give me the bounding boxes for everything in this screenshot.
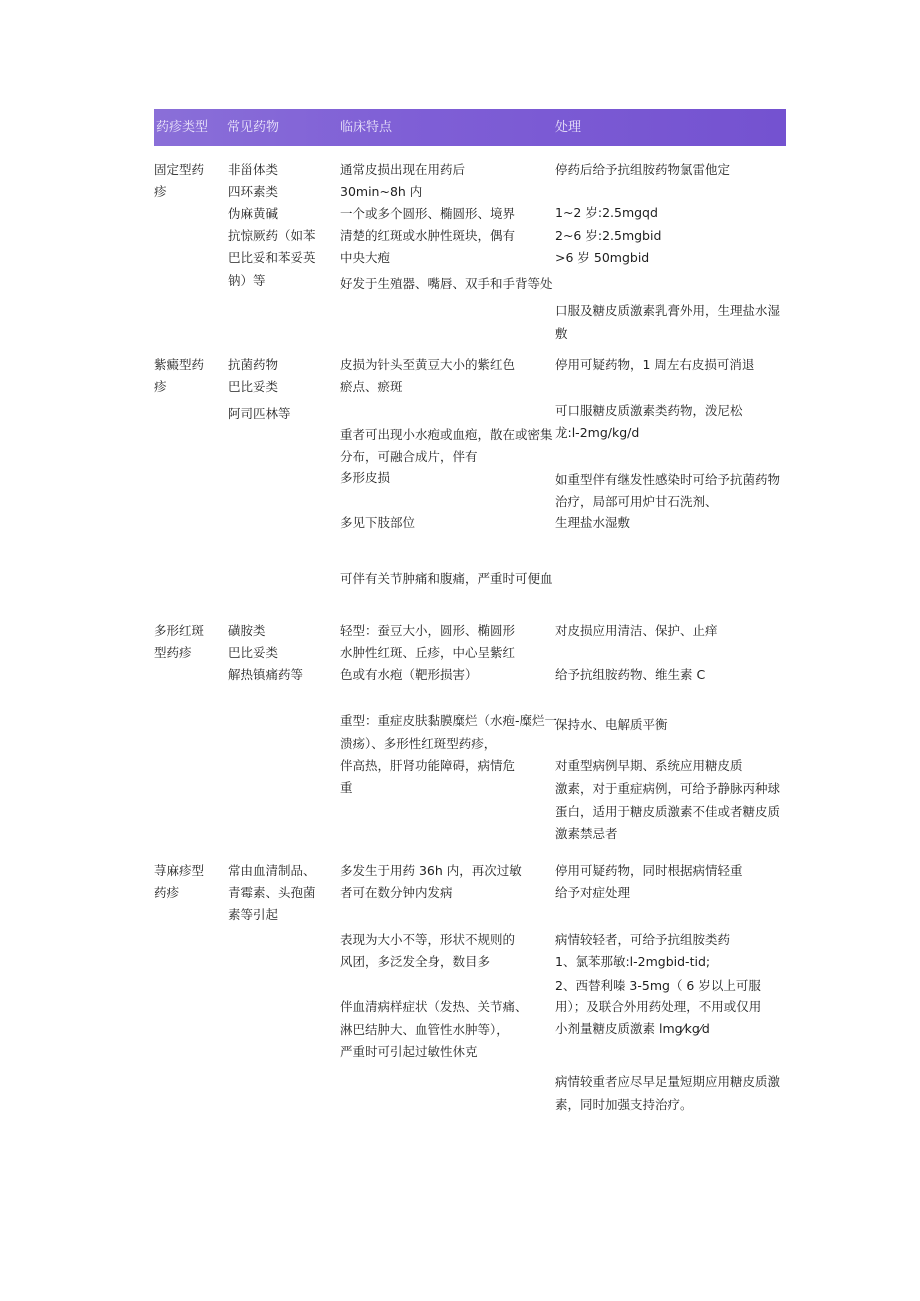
drug-text: 四环素类: [228, 184, 279, 199]
clinical-text: 轻型：蚕豆大小，圆形、椭圆形: [340, 623, 516, 638]
clinical-text: 溃疡）、多形性红斑型药疹，: [340, 736, 497, 751]
type-text: 多形红斑: [154, 623, 205, 638]
treatment-text: 保持水、电解质平衡: [555, 717, 668, 732]
treatment-text: 停用可疑药物，同时根据病情轻重: [555, 863, 743, 878]
treatment-text: 病情较轻者，可给予抗组胺类药: [555, 932, 731, 947]
clinical-text: 多见下肢部位: [340, 515, 416, 530]
treatment-text: 对重型病例早期、系统应用糖皮质: [555, 758, 743, 773]
clinical-text: 重者可出现小水疱或血疱，散在或密集: [340, 427, 553, 442]
drug-text: 巴比妥类: [228, 379, 279, 394]
type-text: 紫癜型药: [154, 357, 205, 372]
clinical-text: 表现为大小不等，形状不规则的: [340, 932, 516, 947]
type-text: 药疹: [154, 885, 180, 900]
clinical-text: 好发于生殖器、嘴唇、双手和手背等处: [340, 276, 553, 291]
clinical-text: 重型：重症皮肤黏膜糜烂（水疱-糜烂一: [340, 713, 558, 728]
clinical-text: 伴高热，肝肾功能障碍，病情危: [340, 758, 516, 773]
clinical-text: 一个或多个圆形、椭圆形、境界: [340, 206, 516, 221]
treatment-text: 激素禁忌者: [555, 826, 618, 841]
drug-text: 青霉素、头孢菌: [228, 885, 316, 900]
clinical-text: 可伴有关节肿痛和腹痛，严重时可便血: [340, 571, 553, 586]
clinical-text: 多发生于用药 36h 内，再次过敏: [340, 863, 522, 878]
clinical-text: 清楚的红斑或水肿性斑块，偶有: [340, 228, 516, 243]
header-treatment: 处理: [555, 120, 582, 135]
treatment-text: 如重型伴有继发性感染时可给予抗菌药物: [555, 472, 781, 487]
type-text: 疹: [154, 379, 167, 394]
treatment-text: 小剂量糖皮质激素 lmg⁄kg⁄d: [555, 1021, 710, 1036]
treatment-text: 生理盐水湿敷: [555, 515, 631, 530]
treatment-text: 病情较重者应尽早足量短期应用糖皮质激: [555, 1074, 781, 1089]
treatment-text: 2~6 岁:2.5mgbid: [555, 228, 662, 243]
clinical-text: 皮损为针头至黄豆大小的紫红色: [340, 357, 516, 372]
treatment-text: 对皮损应用清洁、保护、止痒: [555, 623, 718, 638]
clinical-text: 多形皮损: [340, 470, 391, 485]
treatment-text: 1~2 岁:2.5mgqd: [555, 205, 658, 220]
clinical-text: 瘀点、瘀斑: [340, 379, 403, 394]
treatment-text: >6 岁 50mgbid: [555, 250, 650, 265]
treatment-text: 激素，对于重症病例，可给予静脉丙种球: [555, 781, 781, 796]
treatment-text: 给予对症处理: [555, 885, 631, 900]
clinical-text: 者可在数分钟内发病: [340, 885, 453, 900]
type-text: 型药疹: [154, 645, 192, 660]
type-text: 荨麻疹型: [154, 863, 205, 878]
clinical-text: 色或有水疱（靶形损害）: [340, 667, 478, 682]
header-drug-eruption-type: 药疹类型: [156, 120, 209, 135]
drug-text: 巴比妥类: [228, 645, 279, 660]
header-common-drugs: 常见药物: [227, 120, 280, 135]
clinical-text: 淋巴结肿大、血管性水肿等），: [340, 1022, 509, 1037]
treatment-text: 敷: [555, 326, 568, 341]
treatment-text: 蛋白，适用于糖皮质激素不佳或者糖皮质: [555, 804, 781, 819]
drug-text: 抗菌药物: [228, 357, 279, 372]
treatment-text: 2、西替利嗪 3-5mg（ 6 岁以上可服: [555, 978, 761, 993]
treatment-text: 治疗，局部可用炉甘石洗剂、: [555, 494, 718, 509]
clinical-text: 风团，多泛发全身，数目多: [340, 954, 491, 969]
treatment-text: 素，同时加强支持治疗。: [555, 1097, 693, 1112]
treatment-text: 用）；及联合外用药处理，不用或仅用: [555, 999, 762, 1014]
drug-text: 非甾体类: [228, 162, 279, 177]
drug-text: 巴比妥和苯妥英: [228, 250, 316, 265]
treatment-text: 可口服糖皮质激素类药物，泼尼松: [555, 403, 743, 418]
header-clinical-features: 临床特点: [340, 120, 393, 135]
clinical-text: 严重时可引起过敏性休克: [340, 1044, 478, 1059]
type-text: 固定型药: [154, 162, 205, 177]
clinical-text: 中央大疱: [340, 250, 391, 265]
drug-text: 钠）等: [228, 273, 266, 288]
drug-text: 阿司匹林等: [228, 406, 291, 421]
treatment-text: 给予抗组胺药物、维生素 C: [555, 667, 706, 682]
drug-text: 常由血清制品、: [228, 863, 316, 878]
drug-text: 伪麻黄碱: [228, 206, 279, 221]
drug-text: 解热镇痛药等: [228, 667, 304, 682]
clinical-text: 分布，可融合成片，伴有: [340, 449, 478, 464]
drug-text: 素等引起: [228, 907, 279, 922]
clinical-text: 水肿性红斑、丘疹，中心呈紫红: [340, 645, 516, 660]
clinical-text: 伴血清病样症状（发热、关节痛、: [340, 999, 528, 1014]
treatment-text: 停药后给予抗组胺药物氯雷他定: [555, 162, 731, 177]
treatment-text: 1、氯苯那敏:l-2mgbid-tid;: [555, 954, 711, 969]
drug-text: 抗惊厥药（如苯: [228, 228, 316, 243]
type-text: 疹: [154, 184, 167, 199]
treatment-text: 口服及糖皮质激素乳膏外用，生理盐水湿: [555, 303, 781, 318]
treatment-text: 龙:l-2mg/kg/d: [555, 425, 640, 440]
drug-text: 磺胺类: [228, 623, 266, 638]
clinical-text: 通常皮损出现在用药后: [340, 162, 466, 177]
clinical-text: 重: [340, 780, 353, 795]
treatment-text: 停用可疑药物，1 周左右皮损可消退: [555, 357, 755, 372]
clinical-text: 30min~8h 内: [340, 184, 423, 199]
table-header: [154, 109, 786, 146]
